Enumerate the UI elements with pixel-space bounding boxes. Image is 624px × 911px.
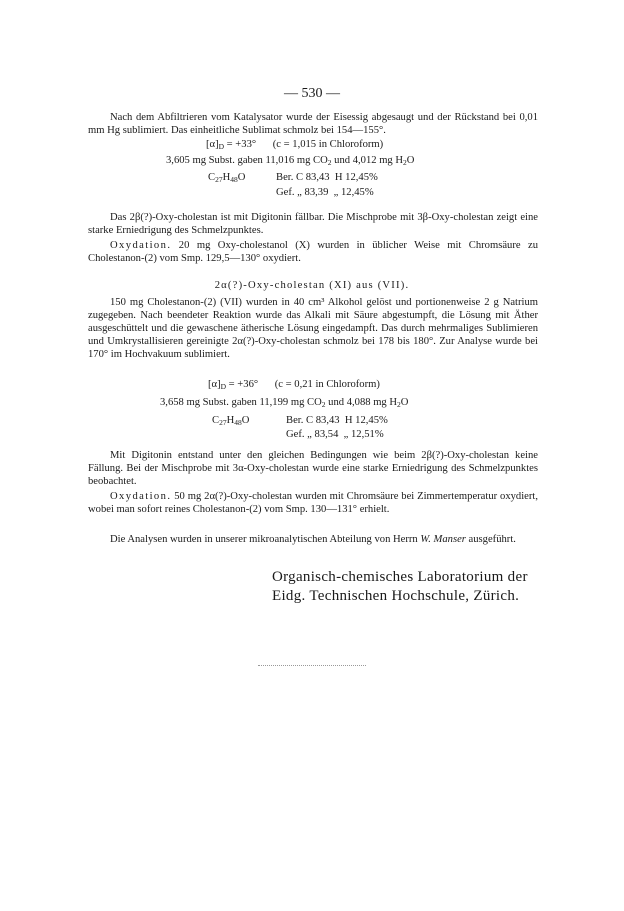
substance-analysis-1: [166, 154, 414, 167]
substance-analysis-2: [160, 396, 408, 409]
co2-subscript: 2: [321, 400, 326, 409]
calculated-values-2: Ber. C 83,43 H 12,45%: [286, 415, 388, 426]
analyst-name: W. Manser: [420, 534, 466, 545]
h2o-subscript: 2: [403, 158, 407, 167]
page-number: — 530 —: [284, 86, 340, 101]
found-values-1: Gef. „ 83,39 „ 12,45%: [276, 187, 374, 198]
paragraph-acknowledgement: [88, 533, 538, 546]
optical-rotation-1: [206, 138, 383, 151]
rotation-symbol: [α]: [206, 139, 219, 150]
rotation-conditions: (c = 1,015 in Chloroform): [272, 139, 384, 150]
formula-h-sub: 48: [230, 175, 238, 184]
paragraph-digitonin-1: [88, 211, 538, 237]
formula-o: O: [241, 415, 250, 426]
rotation-subscript: D: [218, 142, 225, 151]
paragraph-text: Nach dem Abfiltrieren vom Katalysator wurde der Eisessig abgesaugt und der Rückstand bei 0,01 mm Hg sublimiert. Das einheitliche Sublimat schmolz bei 154—155°.: [88, 112, 538, 136]
optical-rotation-2: [208, 378, 380, 391]
substance-text-3: O: [406, 155, 415, 166]
rotation-value: = +33°: [224, 139, 257, 150]
paragraph-digitonin-2: [88, 449, 538, 488]
rotation-value: = +36°: [226, 379, 259, 390]
paragraph-text: 20 mg Oxy-cholestanol (X) wurden in üblicher Weise mit Chromsäure zu Cholestanon-(2) vom Smp. 129,5—130° oxydiert.: [88, 240, 538, 264]
paragraph-sublimation: [88, 111, 538, 137]
end-rule: [258, 665, 366, 666]
paragraph-text: 50 mg 2α(?)-Oxy-cholestan wurden mit Chromsäure bei Zimmertemperatur oxydiert, wobei man sofort reines Cholestanon-(2) vom Smp. 130—131° erhielt.: [88, 491, 538, 515]
formula-o: O: [237, 172, 246, 183]
rotation-symbol: [α]: [208, 379, 221, 390]
h2o-subscript: 2: [397, 400, 401, 409]
formula-2: [212, 414, 249, 427]
formula-1: [208, 171, 245, 184]
formula-c-sub: 27: [219, 418, 227, 427]
co2-subscript: 2: [327, 158, 332, 167]
substance-text: 3,658 mg Subst. gaben 11,199 mg CO: [160, 397, 322, 408]
paragraph-text-end: ausgeführt.: [465, 534, 516, 545]
formula-h: H: [226, 415, 235, 426]
formula-h-sub: 48: [234, 418, 242, 427]
paragraph-text: Die Analysen wurden in unserer mikroanalytischen Abteilung von Herrn: [110, 534, 421, 545]
paragraph-text: Das 2β(?)-Oxy-cholestan ist mit Digitonin fällbar. Die Mischprobe mit 3β-Oxy-cholestan zeigt eine starke Erniedrigung des Schmelzpunktes.: [88, 212, 538, 236]
formula-c: C: [208, 172, 216, 183]
substance-text-2: und 4,088 mg H: [325, 397, 398, 408]
affiliation-line-1: Organisch-chemisches Laboratorium der: [272, 569, 528, 585]
paragraph-oxidation-2: [88, 490, 538, 516]
paragraph-reduction: [88, 296, 538, 361]
rotation-subscript: D: [220, 382, 227, 391]
oxidation-label: Oxydation.: [110, 240, 172, 251]
oxidation-label: Oxydation.: [110, 491, 172, 502]
paragraph-oxidation-1: [88, 239, 538, 265]
paragraph-text: 150 mg Cholestanon-(2) (VII) wurden in 40 cm³ Alkohol gelöst und portionenweise 2 g Natrium zugegeben. Nach beendeter Reaktion wurde das Alkali mit Säure abgestumpft, die Lösung mit Äther ausgeschüttelt und die gewaschene ätherische Lösung eingedampft. Das durch mehrmaliges Sublimieren und Umkrystallisieren gereinigte 2α(?)-Oxy-cholestan schmolz bei 178 bis 180°. Zur Analyse wurde bei 170° im Hochvakuum sublimiert.: [88, 297, 538, 360]
formula-c-sub: 27: [215, 175, 223, 184]
paragraph-text: Mit Digitonin entstand unter den gleichen Bedingungen wie beim 2β(?)-Oxy-cholestan keine Fällung. Bei der Mischprobe mit 3α-Oxy-cholestan wurde eine starke Erniedrigung des Schmelzpunktes beobachtet.: [88, 450, 538, 487]
calculated-values-1: Ber. C 83,43 H 12,45%: [276, 172, 378, 183]
found-values-2: Gef. „ 83,54 „ 12,51%: [286, 429, 384, 440]
substance-text-2: und 4,012 mg H: [331, 155, 404, 166]
rotation-conditions: (c = 0,21 in Chloroform): [274, 379, 380, 390]
substance-text-3: O: [400, 397, 409, 408]
substance-text: 3,605 mg Subst. gaben 11,016 mg CO: [166, 155, 328, 166]
formula-h: H: [222, 172, 231, 183]
affiliation-line-2: Eidg. Technischen Hochschule, Zürich.: [272, 588, 520, 604]
section-heading: 2α(?)-Oxy-cholestan (XI) aus (VII).: [214, 280, 410, 291]
formula-c: C: [212, 415, 220, 426]
